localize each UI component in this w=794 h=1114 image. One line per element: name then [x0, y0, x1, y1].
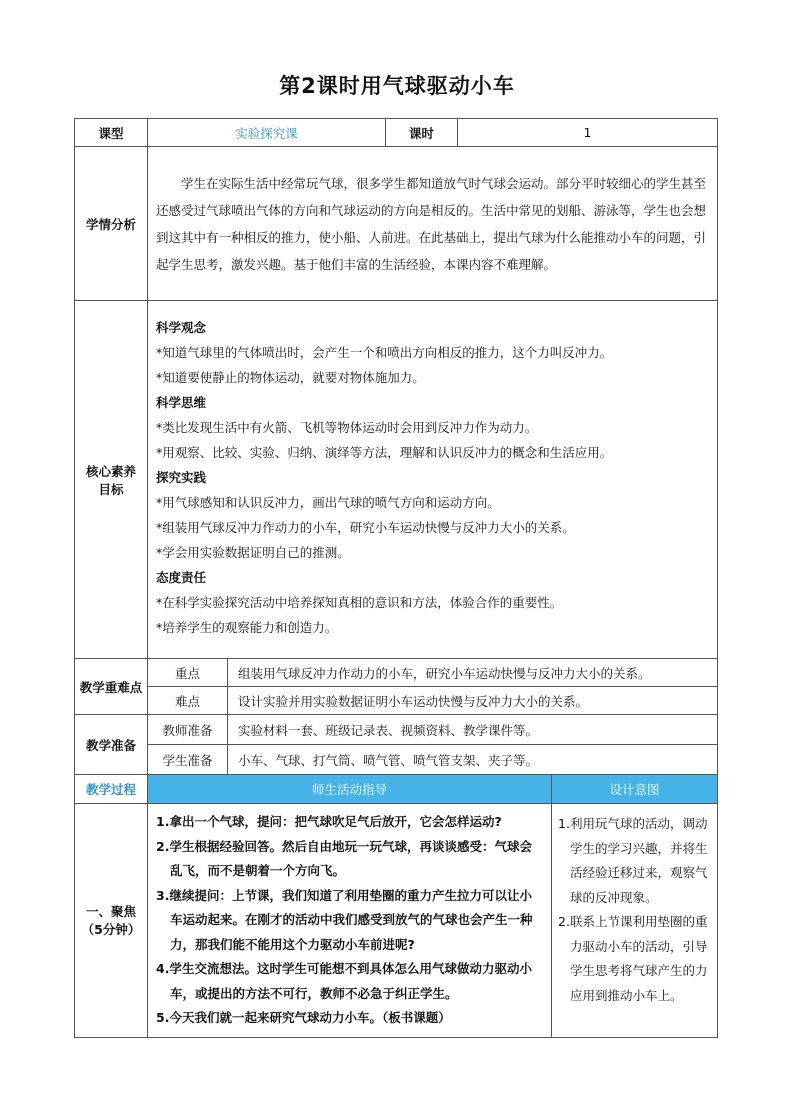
- student-prep-text: 小车、气球、打气筒、喷气管、喷气管支架、夹子等。: [238, 752, 539, 768]
- design-cell: [552, 804, 718, 1038]
- key-label: 重点: [148, 659, 228, 687]
- goals-row: [75, 301, 718, 659]
- teacher-prep-row: [75, 715, 718, 745]
- period-value: 1: [458, 119, 718, 147]
- design-header: 设计意图: [552, 775, 718, 804]
- goal-item: *培养学生的观察能力和创造力。: [156, 620, 338, 635]
- activity-cell: [148, 804, 552, 1038]
- period-label: 课时: [386, 119, 458, 147]
- design-note: 2.联系上节课利用垫圈的重力驱动小车的活动，引导学生思考将气球产生的力应用到推动小车上。: [558, 914, 708, 1003]
- key-points-label: 教学重难点: [75, 659, 148, 715]
- difficult-text: 设计实验并用实验数据证明小车运动快慢与反冲力大小的关系。: [238, 693, 589, 709]
- page-title: 第2课时用气球驱动小车: [279, 74, 515, 98]
- teacher-prep-label: 教师准备: [148, 715, 228, 745]
- activity-steps: [148, 804, 551, 1037]
- difficult-label: 难点: [148, 687, 228, 715]
- goals-label: [75, 301, 148, 659]
- goals-cell: [148, 301, 718, 659]
- type-value: 实验探究课: [148, 119, 386, 147]
- goal-item: *学会用实验数据证明自己的推测。: [156, 545, 350, 560]
- student-prep-row: [75, 745, 718, 775]
- key-text: 组装用气球反冲力作动力的小车，研究小车运动快慢与反冲力大小的关系。: [238, 665, 651, 681]
- header-row: [75, 119, 718, 147]
- difficult-point-row: [75, 687, 718, 715]
- analysis-cell: [148, 147, 718, 301]
- difficult-cell: [228, 687, 718, 715]
- key-point-row: [75, 659, 718, 687]
- goal-item: *类比发现生活中有火箭、飞机等物体运动时会用到反冲力作为动力。: [156, 420, 538, 435]
- goal-heading: 态度责任: [156, 570, 207, 585]
- analysis-label: 学情分析: [75, 147, 148, 301]
- stage-label: [75, 804, 148, 1038]
- activity-step: 5.今天我们就一起来研究气球动力小车。（板书课题）: [156, 1010, 451, 1025]
- goals-label-line2: 目标: [98, 481, 124, 497]
- stage-label-line2: （5分钟）: [81, 922, 141, 938]
- goal-heading: 探究实践: [156, 470, 207, 485]
- activity-header: 师生活动指导: [148, 775, 552, 804]
- goal-item: *用气球感知和认识反冲力，画出气球的喷气方向和运动方向。: [156, 495, 500, 510]
- preparation-label: 教学准备: [75, 715, 148, 775]
- lesson-plan-table: [74, 118, 718, 1038]
- goal-item: *在科学实验探究活动中培养探知真相的意识和方法，体验合作的重要性。: [156, 595, 563, 610]
- activity-step: 4.学生交流想法。这时学生可能想不到具体怎么用气球做动力驱动小车，或提出的方法不可行，教师不必急于纠正学生。: [156, 961, 532, 1001]
- activity-step: 2.学生根据经验回答。然后自由地玩一玩气球，再谈谈感受：气球会乱飞，而不是朝着一个方向飞。: [156, 838, 532, 878]
- activity-step: 1.拿出一个气球，提问：把气球吹足气后放开，它会怎样运动?: [156, 814, 502, 829]
- student-prep-label: 学生准备: [148, 745, 228, 775]
- stage-label-line1: 一、聚焦: [85, 904, 136, 920]
- focus-stage-row: [75, 804, 718, 1038]
- goal-item: *知道气球里的气体喷出时，会产生一个和喷出方向相反的推力，这个力叫反冲力。: [156, 345, 613, 360]
- goal-heading: 科学思维: [156, 395, 207, 410]
- goals-list: [148, 305, 717, 654]
- design-note: 1.利用玩气球的活动，调动学生的学习兴趣，并将生活经验迁移过来，观察气球的反冲现象。: [558, 816, 708, 905]
- goal-item: *组装用气球反冲力作动力的小车，研究小车运动快慢与反冲力大小的关系。: [156, 520, 575, 535]
- activity-step: 3.继续提问：上节课，我们知道了利用垫圈的重力产生拉力可以让小车运动起来。在刚才的活动中我们感受到放气的气球也会产生一种力，那我们能不能用这个力驱动小车前进呢?: [156, 887, 533, 952]
- type-label: 课型: [75, 119, 148, 147]
- goal-item: *知道要使静止的物体运动，就要对物体施加力。: [156, 370, 425, 385]
- key-cell: [228, 659, 718, 687]
- teacher-prep-text: 实验材料一套、班级记录表、视频资料、教学课件等。: [238, 722, 539, 738]
- design-notes: [552, 804, 717, 1016]
- analysis-row: [75, 147, 718, 301]
- goals-label-line1: 核心素养: [85, 463, 136, 479]
- process-label: 教学过程: [75, 775, 148, 804]
- analysis-text: 学生在实际生活中经常玩气球，很多学生都知道放气时气球会运动。部分平时较细心的学生甚至还感受过气球喷出气体的方向和气球运动的方向是相反的。生活中常见的划船、游泳等，学生也会想到这其中有一种相反的推力，使小船、人前进。在此基础上，提出气球为什么能推动小车的问题，引起学生思考，激发兴趣。基于他们丰富的生活经验，本课内容不难理解。: [156, 175, 707, 272]
- process-header-row: [75, 775, 718, 804]
- goal-item: *用观察、比较、实验、归纳、演绎等方法，理解和认识反冲力的概念和生活应用。: [156, 445, 613, 460]
- goal-heading: 科学观念: [156, 320, 207, 335]
- teacher-prep-cell: [228, 715, 718, 745]
- student-prep-cell: [228, 745, 718, 775]
